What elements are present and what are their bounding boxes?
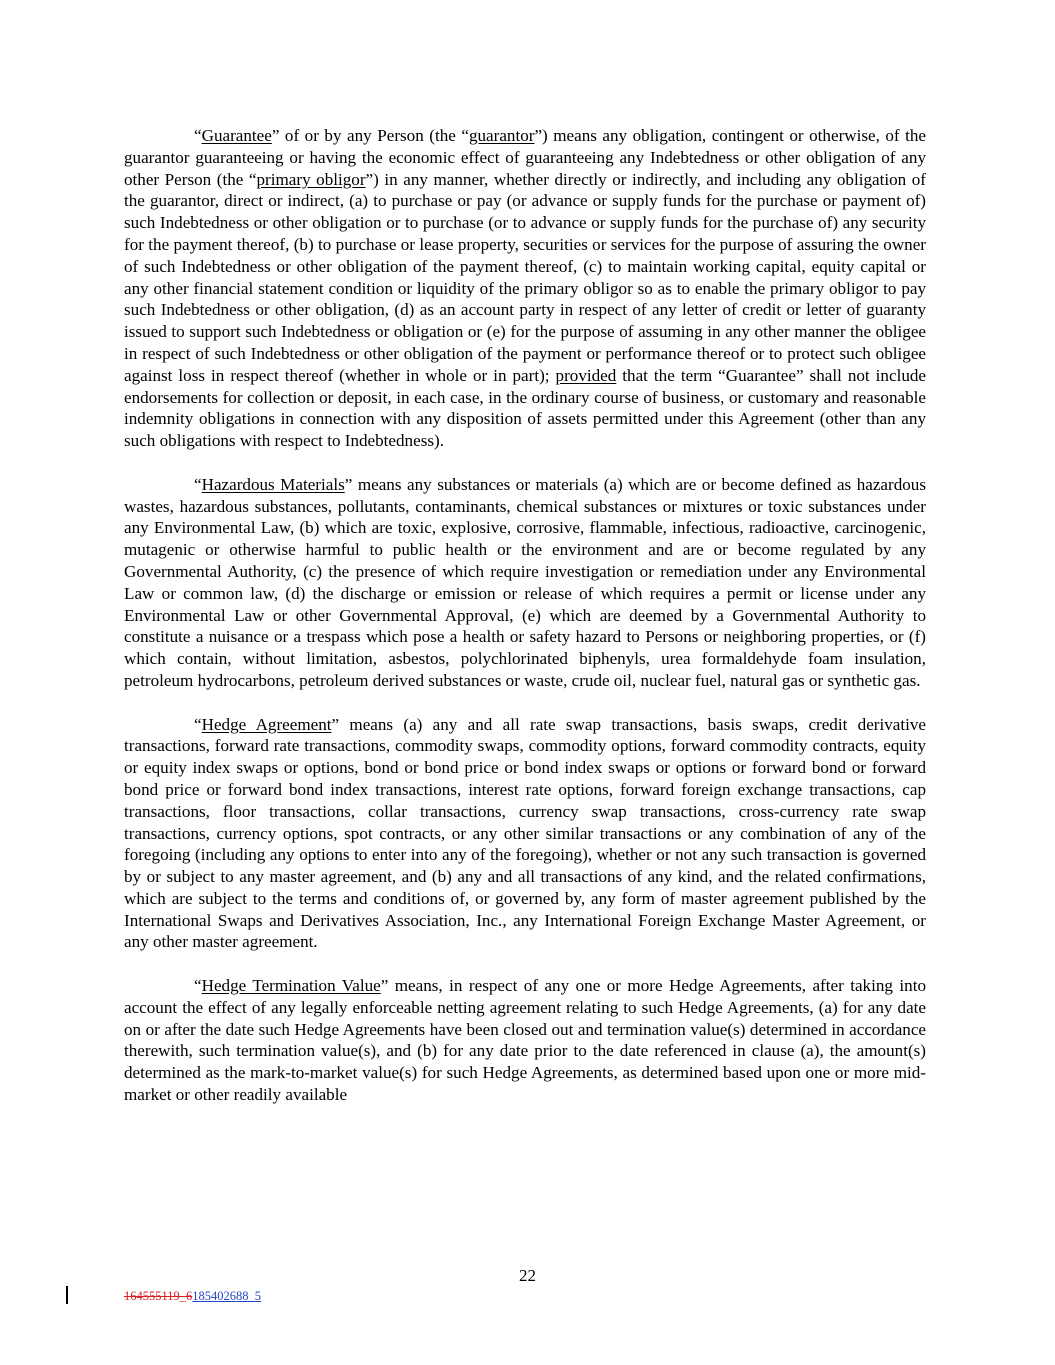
defined-term-hazardous-materials: Hazardous Materials <box>201 474 345 494</box>
definition-hedge-agreement <box>124 714 926 954</box>
document-id-inserted: 185402688_5 <box>192 1289 262 1303</box>
open-quote: “ <box>194 714 202 734</box>
defined-term-guarantee: Guarantee <box>201 126 272 145</box>
provided-term: provided <box>555 365 617 385</box>
definition-hazardous-materials <box>124 474 926 692</box>
defined-term-hedge-agreement: Hedge Agreement <box>201 714 332 734</box>
open-quote: “ <box>194 126 202 145</box>
change-bar <box>66 1286 68 1304</box>
defined-term-guarantor: guarantor <box>468 126 535 145</box>
open-quote: “ <box>194 474 202 494</box>
definition-text: ”) in any manner, whether directly or indirectly, and including any obligation of the guarantor, direct or indirect, (a) to purchase or pay (or advance or supply funds for the purchase or payment of) such Indebtedness or other obligation or to purchase (or to advance or supply funds for the purchase of) any security for the payment thereof, (b) to purchase or lease property, securities or services for the purpose of assuring the owner of such Indebtedness or other obligation of the payment thereof, (c) to maintain working capital, equity capital or any other financial statement condition or liquidity of the primary obligor so as to enable the primary obligor to pay such Indebtedness or other obligation, (d) as an account party in respect of any letter of credit or letter of guaranty issued to support such Indebtedness or obligation or (e) for the purpose of assuming in any other manner the obligee in respect of such Indebtedness or other obligation of the payment or performance thereof or to protect such obligee against loss in respect thereof (whether in whole or in part); <box>124 169 926 385</box>
definition-text: that the term “Guarantee” shall not include endorsements for collection or deposit, in each case, in the ordinary course of business, or customary and reasonable indemnity obligations in connection with any disposition of assets permitted under this Agreement (other than any such obligations with respect to Indebtedness). <box>124 365 926 451</box>
open-quote: “ <box>194 976 202 996</box>
definition-hedge-termination-value <box>124 975 926 1106</box>
definition-text: ”) means any obligation, contingent or otherwise, of the guarantor guaranteeing or having the economic effect of guaranteeing any Indebtedness or other obligation of any other Person (the “ <box>124 126 927 189</box>
defined-term-hedge-termination-value: Hedge Termination Value <box>201 976 381 996</box>
defined-term-primary-obligor: primary obligor <box>256 169 366 189</box>
definition-text: ” means (a) any and all rate swap transactions, basis swaps, credit derivative transactions, forward rate transactions, commodity swaps, commodity options, forward commodity contracts, equity or equity index swaps or options, bond or bond price or bond index swaps or options or forward bond or forward bond price or forward bond index transactions, interest rate options, forward foreign exchange transactions, cap transactions, floor transactions, collar transactions, currency swap transactions, cross-currency rate swap transactions, currency options, spot contracts, or any other similar transactions or any combination of any of the foregoing (including any options to enter into any of the foregoing), whether or not any such transaction is governed by or subject to any master agreement, and (b) any and all transactions of any kind, and the related confirmations, which are subject to the terms and conditions of, or governed by, any form of master agreement published by the International Swaps and Derivatives Association, Inc., any International Foreign Exchange Master Agreement, or any other master agreement. <box>124 714 926 952</box>
document-id-deleted: 164555119_6 <box>124 1289 193 1303</box>
definition-guarantee <box>124 125 926 452</box>
definition-text: ” of or by any Person (the “ <box>271 126 469 145</box>
document-body <box>124 125 926 1128</box>
page-number: 22 <box>519 1266 536 1285</box>
definition-text: ” means, in respect of any one or more Hedge Agreements, after taking into account the effect of any legally enforceable netting agreement relating to such Hedge Agreements, (a) for any date on or after the date such Hedge Agreements have been closed out and termination value(s) determined in accordance therewith, such termination value(s), and (b) for any date prior to the date referenced in clause (a), the amount(s) determined as the mark-to-market value(s) for such Hedge Agreements, as determined based upon one or more mid-market or other readily available <box>124 976 926 1105</box>
document-id <box>124 1289 261 1304</box>
definition-text: ” means any substances or materials (a) which are or become defined as hazardous wastes, hazardous substances, pollutants, contaminants, chemical substances or mixtures or toxic substances under any Environmental Law, (b) which are toxic, explosive, corrosive, flammable, infectious, radioactive, carcinogenic, mutagenic or otherwise harmful to public health or the environment and are or become regulated by any Governmental Authority, (c) the presence of which require investigation or remediation under any Environmental Law or common law, (d) the discharge or emission or release of which requires a permit or license under any Environmental Law or other Governmental Approval, (e) which are deemed by a Governmental Authority to constitute a nuisance or a trespass which pose a health or safety hazard to Persons or neighboring properties, or (f) which contain, without limitation, asbestos, polychlorinated biphenyls, urea formaldehyde foam insulation, petroleum hydrocarbons, petroleum derived substances or waste, crude oil, nuclear fuel, natural gas or synthetic gas. <box>124 474 927 690</box>
